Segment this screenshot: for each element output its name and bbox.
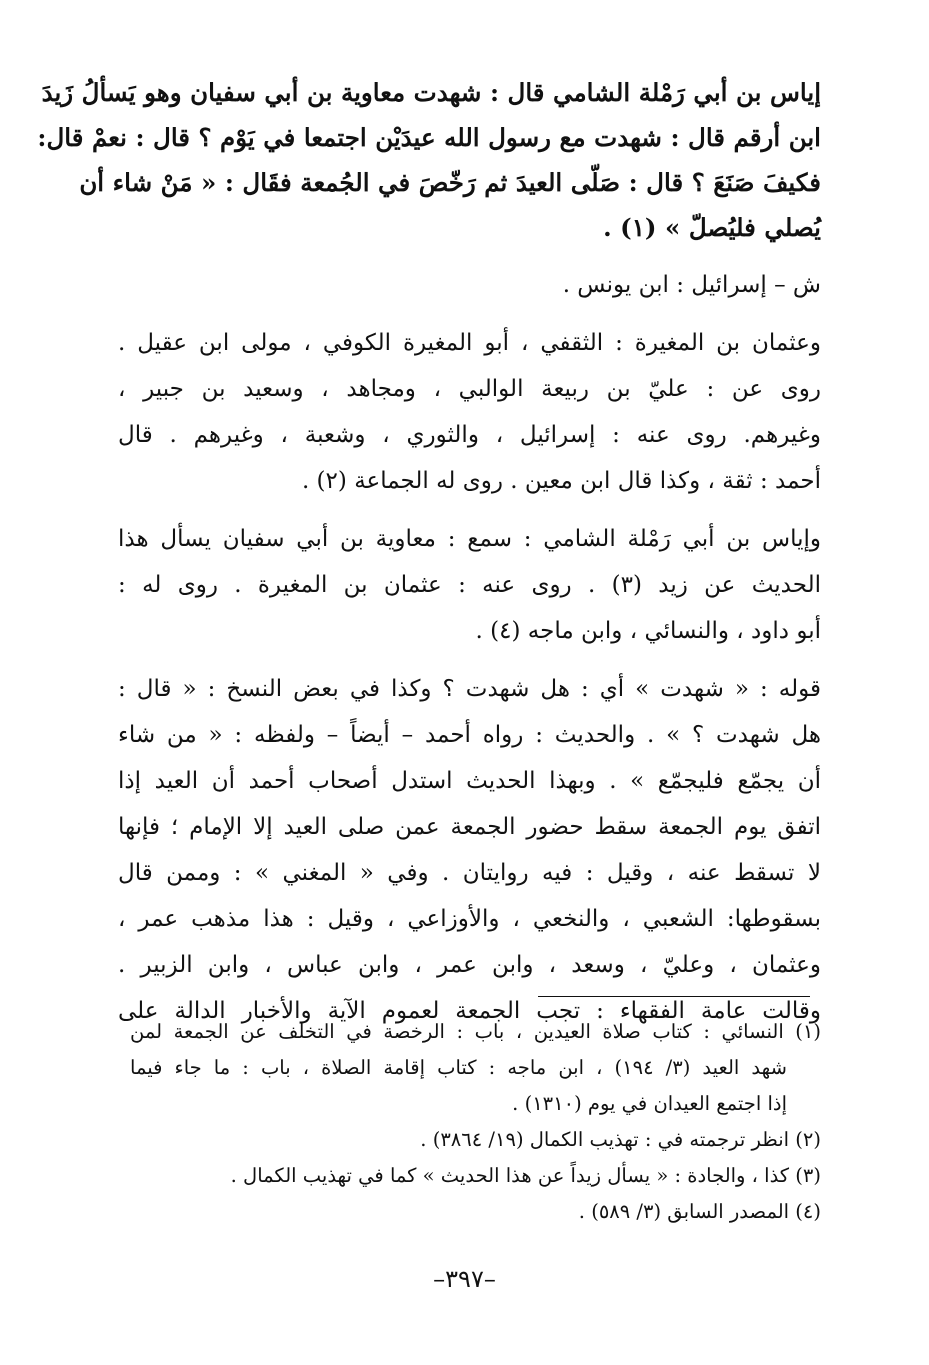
hadith-line: ابن أرقم قال : شهدت مع رسول الله عيدَيْن اجتمعا في يَوْم ؟ قال : نعمْ قال:	[37, 123, 821, 152]
paragraph-line: الحديث عن زيد (٣) . روى عنه : عثمان بن المغيرة . روى له :	[118, 572, 821, 598]
paragraph-line: وغيرهم. روى عنه : إسرائيل ، والثوري ، وشعبة ، وغيرهم . قال	[118, 422, 821, 448]
paragraph-line: روى عن : عليّ بن ربيعة الوالبي ، ومجاهد ، وسعيد بن جبير ،	[118, 376, 821, 402]
paragraph-line: ش – إسرائيل : ابن يونس .	[562, 272, 821, 298]
footnote-separator	[538, 996, 810, 997]
paragraph-line: وعثمان ، وعليّ ، وسعد ، وابن عمر ، وابن عباس ، وابن الزبير .	[118, 952, 821, 978]
paragraph-line: اتفق يوم الجمعة سقط حضور الجمعة عمن صلى العيد إلا الإمام ؛ فإنها	[118, 814, 821, 840]
explanation-paragraph	[118, 666, 821, 1034]
hadith-line: فكيفَ صَنَعَ ؟ قال : صَلّى العيدَ ثم رَخّصَ في الجُمعة فقَال : « مَنْ شاء أن	[79, 168, 821, 197]
hadith-line: إياس بن أبي رَمْلة الشامي قال : شهدت معاوية بن أبي سفيان وهو يَسألُ زَيدَ	[41, 78, 821, 107]
paragraph-line: أن يجمّع فليجمّع » . وبهذا الحديث استدل أصحاب أحمد أن العيد إذا	[118, 768, 821, 794]
hadith-text	[37, 70, 821, 250]
paragraph-line: أبو داود ، والنسائي ، وابن ماجه (٤) .	[475, 618, 821, 644]
footnote-line: (٤) المصدر السابق (٣/ ٥٨٩) .	[578, 1200, 821, 1223]
paragraph-line: لا تسقط عنه ، وقيل : فيه روايتان . وفي « المغني » : وممن قال	[118, 860, 821, 886]
paragraph-line: وعثمان بن المغيرة : الثقفي ، أبو المغيرة الكوفي ، مولى ابن عقيل .	[118, 330, 821, 356]
paragraph-line: وإياس بن أبي رَمْلة الشامي : سمع : معاوية بن أبي سفيان يسأل هذا	[118, 526, 821, 552]
footnote-line: (٣) كذا ، والجادة : « يسأل زيداً عن هذا الحديث » كما في تهذيب الكمال .	[230, 1164, 821, 1187]
paragraph-line: قوله : « شهدت » أي : هل شهدت ؟ وكذا في بعض النسخ : « قال :	[118, 676, 821, 702]
footnote-line: شهد العيد (٣/ ١٩٤) ، ابن ماجه : كتاب إقامة الصلاة ، باب : ما جاء فيما	[130, 1056, 787, 1079]
narrator-iyas-paragraph	[118, 516, 821, 654]
footnote-line: (١) النسائي : كتاب صلاة العيدين ، باب : الرخصة في التخلف عن الجمعة لمن	[130, 1020, 821, 1043]
footnote-line: (٢) انظر ترجمته في : تهذيب الكمال (١٩/ ٣٨٦٤) .	[420, 1128, 821, 1151]
hadith-line: يُصلي فليُصلّ » (١) .	[603, 213, 821, 242]
paragraph-line: وقالت عامة الفقهاء : تجب الجمعة لعموم الآية والأخبار الدالة على	[118, 998, 821, 1024]
footnotes	[130, 1014, 821, 1230]
narrator-uthman-paragraph	[118, 320, 821, 504]
page-number: –٣٩٧–	[433, 1265, 496, 1293]
paragraph-line: أحمد : ثقة ، وكذا قال ابن معين . روى له الجماعة (٢) .	[301, 468, 821, 494]
footnote-line: إذا اجتمع العيدان في يوم (١٣١٠) .	[512, 1092, 787, 1115]
paragraph-line: هل شهدت ؟ » . والحديث : رواه أحمد – أيضاً – ولفظه : « من شاء	[118, 722, 821, 748]
commentary-heading	[118, 262, 821, 308]
paragraph-line: بسقوطها: الشعبي ، والنخعي ، والأوزاعي ، وقيل : هذا مذهب عمر ،	[118, 906, 821, 932]
